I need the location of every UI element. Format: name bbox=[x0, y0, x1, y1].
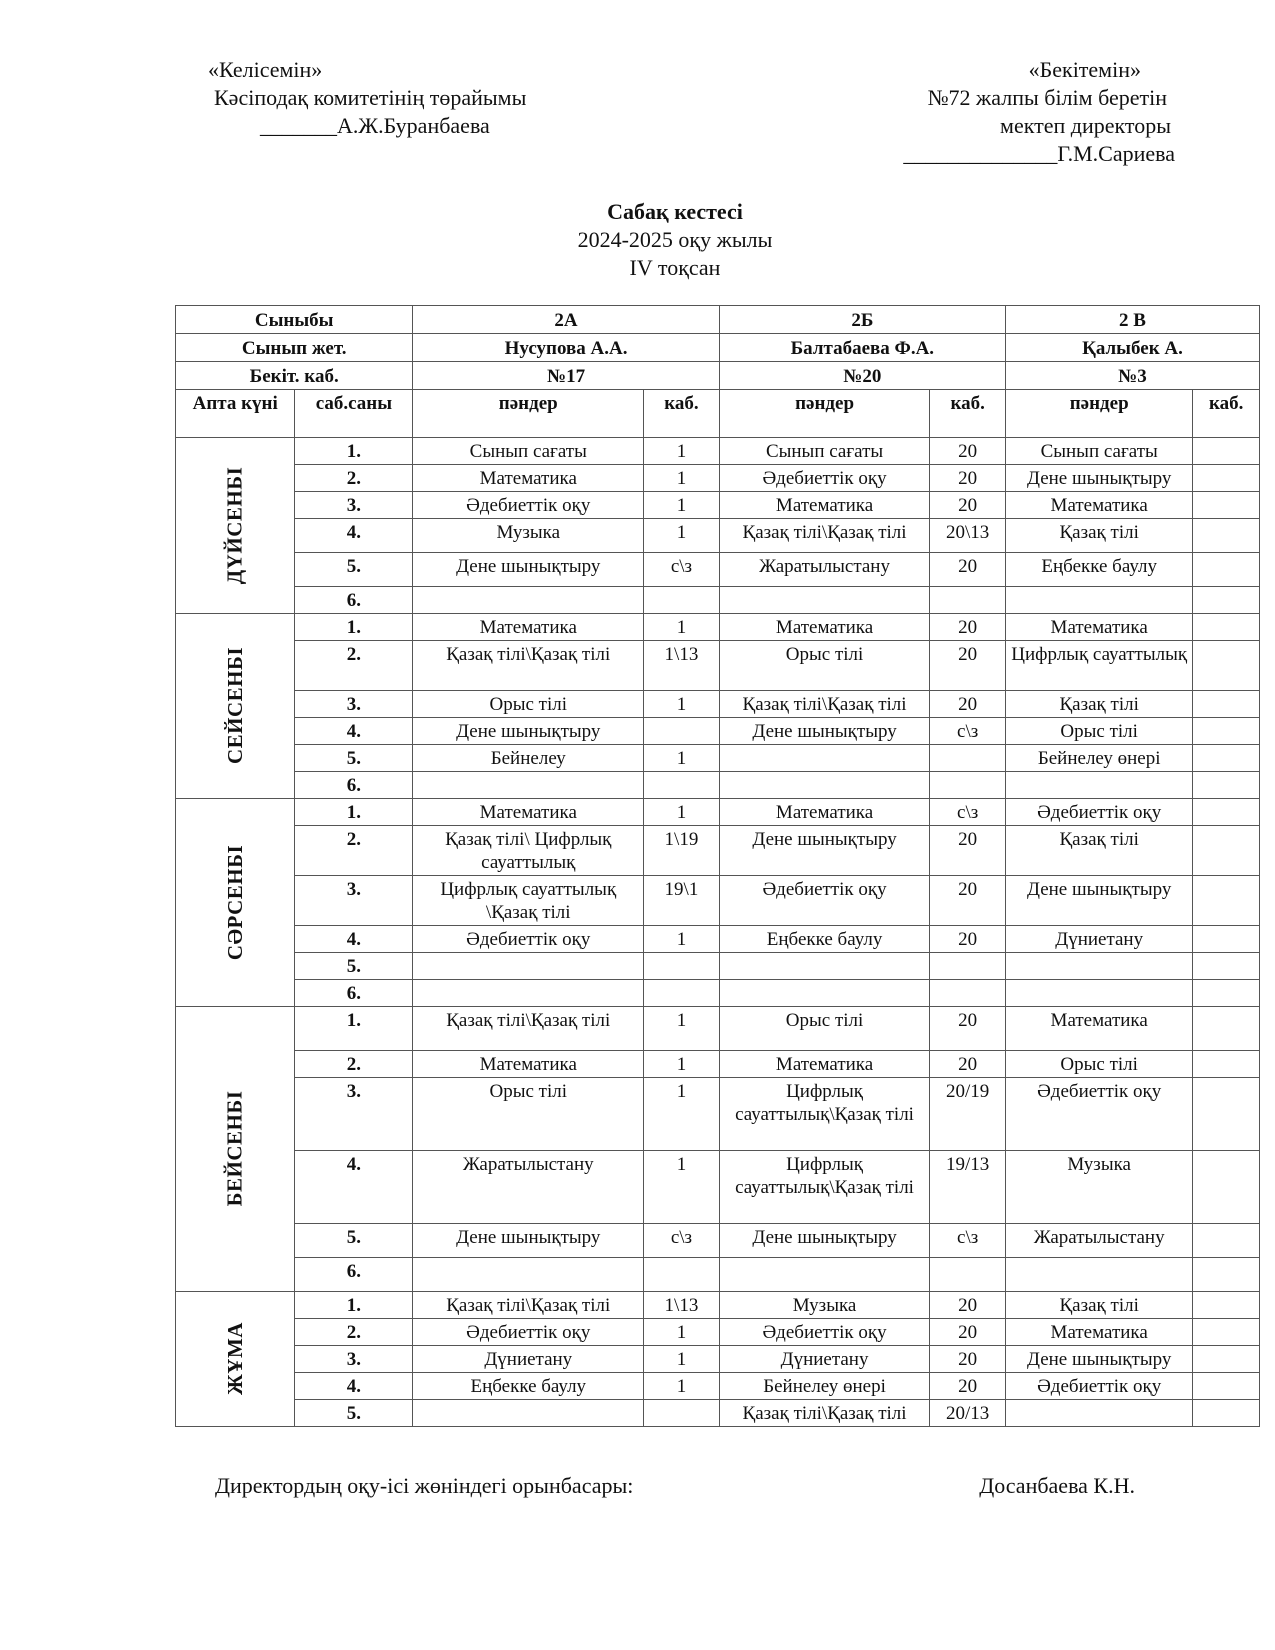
lesson-row bbox=[176, 1151, 1260, 1224]
subject-cell: Қазақ тілі\Қазақ тілі bbox=[413, 1292, 644, 1319]
cab-header-2v: каб. bbox=[1193, 390, 1260, 438]
lesson-row bbox=[176, 1224, 1260, 1258]
day-label: СӘРСЕНБІ bbox=[222, 844, 247, 960]
subject-cell: Орыс тілі bbox=[719, 1007, 930, 1051]
cabinet-cell: 1 bbox=[644, 691, 720, 718]
subject-cell: Математика bbox=[719, 614, 930, 641]
lesson-number: 2. bbox=[295, 465, 413, 492]
lesson-number: 5. bbox=[295, 553, 413, 587]
subject-cell: Дене шынықтыру bbox=[719, 1224, 930, 1258]
subject-cell: Бейнелеу өнері bbox=[1005, 745, 1192, 772]
subject-cell: Бейнелеу bbox=[413, 745, 644, 772]
cabinet-cell bbox=[1193, 492, 1260, 519]
quarter: IV тоқсан bbox=[629, 255, 721, 280]
subject-cell bbox=[413, 980, 644, 1007]
lesson-row bbox=[176, 691, 1260, 718]
cabinet-cell bbox=[1193, 1224, 1260, 1258]
cabinet-cell bbox=[1193, 1373, 1260, 1400]
lesson-number: 1. bbox=[295, 1007, 413, 1051]
approval-left-signature: _______А.Ж.Буранбаева bbox=[260, 113, 490, 138]
lesson-row bbox=[176, 826, 1260, 876]
class-name-2v: 2 В bbox=[1005, 306, 1259, 334]
class-row bbox=[176, 306, 1260, 334]
lesson-number: 2. bbox=[295, 1051, 413, 1078]
cabinet-cell: 1 bbox=[644, 519, 720, 553]
subject-cell bbox=[1005, 1258, 1192, 1292]
cabinet-cell: 20 bbox=[930, 826, 1006, 876]
subject-cell: Цифрлық сауаттылық \Қазақ тілі bbox=[413, 876, 644, 926]
subject-cell: Әдебиеттік оқу bbox=[413, 492, 644, 519]
subject-cell: Дене шынықтыру bbox=[719, 826, 930, 876]
subject-cell: Жаратылыстану bbox=[413, 1151, 644, 1224]
approval-right-position-line1: №72 жалпы білім беретін bbox=[927, 85, 1167, 110]
subject-cell: Жаратылыстану bbox=[719, 553, 930, 587]
approval-left bbox=[205, 56, 526, 140]
cabinet-cell: 20 bbox=[930, 926, 1006, 953]
cabinet-cell: 20 bbox=[930, 438, 1006, 465]
lesson-number: 3. bbox=[295, 691, 413, 718]
lesson-number: 2. bbox=[295, 826, 413, 876]
lesson-row bbox=[176, 953, 1260, 980]
cabinet-cell: 1\19 bbox=[644, 826, 720, 876]
subject-cell: Дүниетану bbox=[719, 1346, 930, 1373]
subjects-header-2b: пәндер bbox=[719, 390, 930, 438]
subject-cell: Математика bbox=[413, 465, 644, 492]
subject-cell: Математика bbox=[1005, 1007, 1192, 1051]
lesson-number: 6. bbox=[295, 1258, 413, 1292]
subject-cell: Қазақ тілі bbox=[1005, 826, 1192, 876]
cabinet-cell bbox=[1193, 1151, 1260, 1224]
cabinet-cell: 1 bbox=[644, 926, 720, 953]
column-header-row bbox=[176, 390, 1260, 438]
lesson-row bbox=[176, 492, 1260, 519]
subject-cell: Сынып сағаты bbox=[413, 438, 644, 465]
subject-cell: Орыс тілі bbox=[1005, 1051, 1192, 1078]
cabinet-cell: с\з bbox=[644, 553, 720, 587]
cabinet-cell: 1 bbox=[644, 614, 720, 641]
subject-cell: Әдебиеттік оқу bbox=[413, 926, 644, 953]
subject-cell bbox=[719, 953, 930, 980]
document-title: Сабақ кестесі bbox=[607, 199, 743, 224]
cabinet-cell bbox=[1193, 1007, 1260, 1051]
cabinet-cell bbox=[1193, 980, 1260, 1007]
subject-cell: Қазақ тілі\Қазақ тілі bbox=[719, 1400, 930, 1427]
subject-cell: Қазақ тілі\Қазақ тілі bbox=[719, 691, 930, 718]
cabinet-cell: 20 bbox=[930, 492, 1006, 519]
subject-cell: Орыс тілі bbox=[1005, 718, 1192, 745]
cab-header-2b: каб. bbox=[930, 390, 1006, 438]
cabinet-cell bbox=[1193, 519, 1260, 553]
subject-cell: Қазақ тілі bbox=[1005, 1292, 1192, 1319]
cabinet-cell: 20 bbox=[930, 1373, 1006, 1400]
room-label: Бекіт. каб. bbox=[176, 362, 413, 390]
lesson-number: 5. bbox=[295, 745, 413, 772]
subject-cell bbox=[1005, 1400, 1192, 1427]
subject-cell: Дүниетану bbox=[413, 1346, 644, 1373]
cabinet-cell bbox=[1193, 1078, 1260, 1151]
subject-cell: Еңбекке баулу bbox=[719, 926, 930, 953]
cab-header-2a: каб. bbox=[644, 390, 720, 438]
lesson-number: 6. bbox=[295, 587, 413, 614]
lesson-number: 4. bbox=[295, 1373, 413, 1400]
subject-cell: Қазақ тілі\ Цифрлық сауаттылық bbox=[413, 826, 644, 876]
subject-cell: Жаратылыстану bbox=[1005, 1224, 1192, 1258]
lesson-number: 4. bbox=[295, 718, 413, 745]
day-cell bbox=[176, 614, 295, 799]
cabinet-cell: 1 bbox=[644, 1051, 720, 1078]
day-cell bbox=[176, 799, 295, 1007]
cabinet-cell bbox=[1193, 641, 1260, 691]
subjects-header-2a: пәндер bbox=[413, 390, 644, 438]
lesson-row bbox=[176, 926, 1260, 953]
lesson-number: 3. bbox=[295, 492, 413, 519]
lesson-row bbox=[176, 587, 1260, 614]
class-name-2a: 2А bbox=[413, 306, 719, 334]
day-label: ЖҰМА bbox=[222, 1322, 247, 1395]
cabinet-cell bbox=[1193, 1292, 1260, 1319]
lesson-row bbox=[176, 1319, 1260, 1346]
cabinet-cell: 19\1 bbox=[644, 876, 720, 926]
cabinet-cell: 20 bbox=[930, 1346, 1006, 1373]
subject-cell: Әдебиеттік оқу bbox=[719, 1319, 930, 1346]
cabinet-cell: 20/19 bbox=[930, 1078, 1006, 1151]
subject-cell: Сынып сағаты bbox=[719, 438, 930, 465]
cabinet-cell bbox=[930, 772, 1006, 799]
subject-cell bbox=[1005, 953, 1192, 980]
cabinet-cell bbox=[1193, 876, 1260, 926]
subject-cell: Музыка bbox=[719, 1292, 930, 1319]
subject-cell: Бейнелеу өнері bbox=[719, 1373, 930, 1400]
subjects-header-2v: пәндер bbox=[1005, 390, 1192, 438]
lesson-row bbox=[176, 465, 1260, 492]
subject-cell bbox=[1005, 772, 1192, 799]
subject-cell: Әдебиеттік оқу bbox=[1005, 1078, 1192, 1151]
cabinet-cell bbox=[930, 587, 1006, 614]
approval-right bbox=[903, 56, 1175, 168]
lesson-row bbox=[176, 614, 1260, 641]
cabinet-cell bbox=[644, 1400, 720, 1427]
lesson-row bbox=[176, 1373, 1260, 1400]
subject-cell: Әдебиеттік оқу bbox=[1005, 799, 1192, 826]
day-label: СЕЙСЕНБІ bbox=[222, 646, 247, 765]
cabinet-cell: 1 bbox=[644, 745, 720, 772]
approval-right-position-line2: мектеп директоры bbox=[1000, 113, 1171, 138]
subject-cell: Еңбекке баулу bbox=[413, 1373, 644, 1400]
cabinet-cell bbox=[930, 1258, 1006, 1292]
cabinet-cell bbox=[1193, 614, 1260, 641]
lesson-row bbox=[176, 876, 1260, 926]
teacher-label: Сынып жет. bbox=[176, 334, 413, 362]
subject-cell: Орыс тілі bbox=[413, 691, 644, 718]
subject-cell bbox=[1005, 980, 1192, 1007]
cabinet-cell bbox=[1193, 691, 1260, 718]
subject-cell: Математика bbox=[413, 799, 644, 826]
day-cell bbox=[176, 438, 295, 614]
subject-cell bbox=[719, 772, 930, 799]
lesson-number: 1. bbox=[295, 614, 413, 641]
cabinet-cell bbox=[1193, 1346, 1260, 1373]
lesson-number: 3. bbox=[295, 1346, 413, 1373]
lesson-row bbox=[176, 438, 1260, 465]
approval-left-heading: «Келісемін» bbox=[208, 57, 323, 82]
subject-cell: Математика bbox=[413, 614, 644, 641]
cabinet-cell: 1 bbox=[644, 1078, 720, 1151]
day-label: ДҮЙСЕНБІ bbox=[222, 466, 247, 584]
cabinet-cell: 1 bbox=[644, 1151, 720, 1224]
subject-cell: Математика bbox=[1005, 1319, 1192, 1346]
cabinet-cell bbox=[930, 953, 1006, 980]
lesson-number: 4. bbox=[295, 926, 413, 953]
cabinet-cell: 20 bbox=[930, 553, 1006, 587]
cabinet-cell: 20/13 bbox=[930, 1400, 1006, 1427]
day-cell bbox=[176, 1292, 295, 1427]
lesson-number: 5. bbox=[295, 1224, 413, 1258]
cabinet-cell bbox=[1193, 553, 1260, 587]
cabinet-cell bbox=[1193, 799, 1260, 826]
cabinet-cell: с\з bbox=[930, 1224, 1006, 1258]
cabinet-cell bbox=[1193, 772, 1260, 799]
day-label: БЕЙСЕНБІ bbox=[222, 1090, 247, 1207]
subject-cell: Еңбекке баулу bbox=[1005, 553, 1192, 587]
cabinet-cell bbox=[1193, 1400, 1260, 1427]
cabinet-cell bbox=[644, 980, 720, 1007]
cabinet-cell bbox=[1193, 953, 1260, 980]
subject-cell: Дене шынықтыру bbox=[413, 718, 644, 745]
subject-cell: Әдебиеттік оқу bbox=[719, 465, 930, 492]
subject-cell: Цифрлық сауаттылық bbox=[1005, 641, 1192, 691]
day-header: Апта күні bbox=[176, 390, 295, 438]
teacher-row bbox=[176, 334, 1260, 362]
subject-cell: Қазақ тілі bbox=[1005, 519, 1192, 553]
day-cell bbox=[176, 1007, 295, 1292]
lesson-row bbox=[176, 519, 1260, 553]
cabinet-cell bbox=[1193, 465, 1260, 492]
subject-cell: Дене шынықтыру bbox=[413, 553, 644, 587]
lesson-number: 5. bbox=[295, 1400, 413, 1427]
cabinet-cell bbox=[930, 980, 1006, 1007]
class-label: Сыныбы bbox=[176, 306, 413, 334]
subject-cell: Математика bbox=[719, 1051, 930, 1078]
cabinet-cell: 20 bbox=[930, 614, 1006, 641]
lesson-row bbox=[176, 1400, 1260, 1427]
approval-right-heading: «Бекітемін» bbox=[1028, 57, 1141, 82]
cabinet-cell bbox=[644, 1258, 720, 1292]
subject-cell: Музыка bbox=[413, 519, 644, 553]
cabinet-cell: 20\13 bbox=[930, 519, 1006, 553]
lesson-row bbox=[176, 1007, 1260, 1051]
subject-cell bbox=[413, 1258, 644, 1292]
lesson-row bbox=[176, 772, 1260, 799]
subject-cell: Математика bbox=[719, 799, 930, 826]
cabinet-cell: 20 bbox=[930, 1292, 1006, 1319]
cabinet-cell bbox=[1193, 587, 1260, 614]
cabinet-cell bbox=[644, 587, 720, 614]
cabinet-cell: с\з bbox=[644, 1224, 720, 1258]
cabinet-cell: 20 bbox=[930, 641, 1006, 691]
subject-cell: Математика bbox=[719, 492, 930, 519]
subject-cell: Сынып сағаты bbox=[1005, 438, 1192, 465]
subject-cell: Математика bbox=[1005, 614, 1192, 641]
subject-cell: Дене шынықтыру bbox=[1005, 465, 1192, 492]
lesson-number: 1. bbox=[295, 1292, 413, 1319]
subject-cell bbox=[719, 980, 930, 1007]
cabinet-cell bbox=[1193, 1051, 1260, 1078]
room-2v: №3 bbox=[1005, 362, 1259, 390]
cabinet-cell: с\з bbox=[930, 799, 1006, 826]
subject-cell: Математика bbox=[413, 1051, 644, 1078]
cabinet-cell bbox=[1193, 1258, 1260, 1292]
cabinet-cell bbox=[930, 745, 1006, 772]
subject-cell: Әдебиеттік оқу bbox=[719, 876, 930, 926]
subject-cell: Музыка bbox=[1005, 1151, 1192, 1224]
subject-cell: Цифрлық сауаттылық\Қазақ тілі bbox=[719, 1151, 930, 1224]
approval-right-signature: ______________Г.М.Сариева bbox=[903, 141, 1175, 166]
subject-cell: Қазақ тілі bbox=[1005, 691, 1192, 718]
subject-cell: Дене шынықтыру bbox=[1005, 1346, 1192, 1373]
room-2b: №20 bbox=[719, 362, 1005, 390]
cabinet-cell: 1 bbox=[644, 799, 720, 826]
teacher-2b: Балтабаева Ф.А. bbox=[719, 334, 1005, 362]
room-row bbox=[176, 362, 1260, 390]
lesson-row bbox=[176, 641, 1260, 691]
cabinet-cell: 1 bbox=[644, 1319, 720, 1346]
cabinet-cell bbox=[1193, 745, 1260, 772]
subject-cell: Дүниетану bbox=[1005, 926, 1192, 953]
lesson-number: 1. bbox=[295, 799, 413, 826]
class-name-2b: 2Б bbox=[719, 306, 1005, 334]
cabinet-cell: 20 bbox=[930, 876, 1006, 926]
cabinet-cell: 20 bbox=[930, 1051, 1006, 1078]
subject-cell: Қазақ тілі\Қазақ тілі bbox=[413, 1007, 644, 1051]
subject-cell bbox=[413, 953, 644, 980]
cabinet-cell: с\з bbox=[930, 718, 1006, 745]
subject-cell: Орыс тілі bbox=[413, 1078, 644, 1151]
teacher-2a: Нусупова А.А. bbox=[413, 334, 719, 362]
footer-role: Директордың оқу-ісі жөніндегі орынбасары: bbox=[215, 1473, 634, 1498]
document-title-block bbox=[0, 198, 1275, 282]
subject-cell: Қазақ тілі\Қазақ тілі bbox=[413, 641, 644, 691]
lesson-number: 5. bbox=[295, 953, 413, 980]
lesson-number: 6. bbox=[295, 980, 413, 1007]
cabinet-cell bbox=[1193, 926, 1260, 953]
subject-cell bbox=[413, 1400, 644, 1427]
academic-year: 2024-2025 оқу жылы bbox=[577, 227, 773, 252]
subject-cell bbox=[413, 587, 644, 614]
lesson-row bbox=[176, 799, 1260, 826]
cabinet-cell: 1\13 bbox=[644, 641, 720, 691]
cabinet-cell bbox=[1193, 438, 1260, 465]
subject-cell: Қазақ тілі\Қазақ тілі bbox=[719, 519, 930, 553]
lesson-row bbox=[176, 1346, 1260, 1373]
room-2a: №17 bbox=[413, 362, 719, 390]
cabinet-cell bbox=[644, 772, 720, 799]
cabinet-cell: 20 bbox=[930, 1007, 1006, 1051]
cabinet-cell bbox=[644, 953, 720, 980]
subject-cell: Математика bbox=[1005, 492, 1192, 519]
lesson-number: 2. bbox=[295, 641, 413, 691]
cabinet-cell: 20 bbox=[930, 691, 1006, 718]
cabinet-cell: 1 bbox=[644, 438, 720, 465]
cabinet-cell bbox=[1193, 826, 1260, 876]
lesson-number: 4. bbox=[295, 519, 413, 553]
subject-cell: Дене шынықтыру bbox=[1005, 876, 1192, 926]
subject-cell bbox=[719, 1258, 930, 1292]
lesson-number: 4. bbox=[295, 1151, 413, 1224]
lesson-row bbox=[176, 1078, 1260, 1151]
subject-cell bbox=[719, 745, 930, 772]
cabinet-cell: 1 bbox=[644, 465, 720, 492]
cabinet-cell: 20 bbox=[930, 1319, 1006, 1346]
teacher-2v: Қалыбек А. bbox=[1005, 334, 1259, 362]
cabinet-cell: 1 bbox=[644, 1346, 720, 1373]
lesson-row bbox=[176, 745, 1260, 772]
lesson-row bbox=[176, 980, 1260, 1007]
cabinet-cell: 1\13 bbox=[644, 1292, 720, 1319]
lesson-number-header: саб.саны bbox=[295, 390, 413, 438]
lesson-number: 3. bbox=[295, 1078, 413, 1151]
footer-name: Досанбаева К.Н. bbox=[979, 1473, 1135, 1498]
cabinet-cell: 20 bbox=[930, 465, 1006, 492]
subject-cell: Цифрлық сауаттылық\Қазақ тілі bbox=[719, 1078, 930, 1151]
subject-cell bbox=[413, 772, 644, 799]
cabinet-cell: 1 bbox=[644, 1373, 720, 1400]
lesson-number: 3. bbox=[295, 876, 413, 926]
cabinet-cell: 1 bbox=[644, 1007, 720, 1051]
schedule-table bbox=[175, 305, 1260, 1427]
lesson-row bbox=[176, 1292, 1260, 1319]
subject-cell: Орыс тілі bbox=[719, 641, 930, 691]
cabinet-cell: 1 bbox=[644, 492, 720, 519]
subject-cell: Дене шынықтыру bbox=[719, 718, 930, 745]
cabinet-cell bbox=[644, 718, 720, 745]
subject-cell: Әдебиеттік оқу bbox=[1005, 1373, 1192, 1400]
subject-cell bbox=[1005, 587, 1192, 614]
lesson-row bbox=[176, 718, 1260, 745]
subject-cell: Әдебиеттік оқу bbox=[413, 1319, 644, 1346]
cabinet-cell bbox=[1193, 718, 1260, 745]
subject-cell bbox=[719, 587, 930, 614]
lesson-row bbox=[176, 1258, 1260, 1292]
approval-left-position: Кәсіподақ комитетінің төрайымы bbox=[214, 85, 527, 110]
lesson-row bbox=[176, 1051, 1260, 1078]
lesson-row bbox=[176, 553, 1260, 587]
cabinet-cell: 19/13 bbox=[930, 1151, 1006, 1224]
lesson-number: 2. bbox=[295, 1319, 413, 1346]
lesson-number: 1. bbox=[295, 438, 413, 465]
subject-cell: Дене шынықтыру bbox=[413, 1224, 644, 1258]
lesson-number: 6. bbox=[295, 772, 413, 799]
cabinet-cell bbox=[1193, 1319, 1260, 1346]
